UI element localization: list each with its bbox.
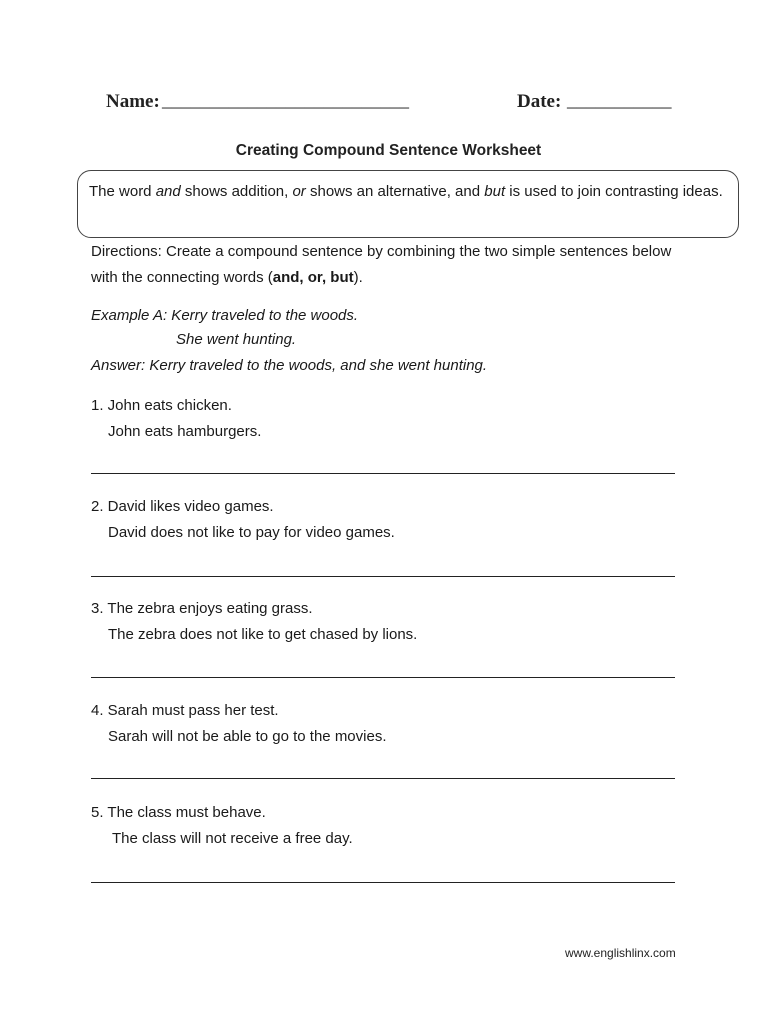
example-answer: Answer: Kerry traveled to the woods, and she went hunting.	[91, 357, 488, 374]
connecting-words: and, or, but	[272, 269, 354, 286]
date-label: Date:	[517, 91, 562, 112]
name-label: Name:	[106, 91, 160, 112]
directions: Directions: Create a compound sentence by combining the two simple sentences below with the connecting words (and, or, but).	[91, 243, 672, 286]
example-line-2: She went hunting.	[176, 331, 297, 348]
question-1-line-1: 1. John eats chicken.	[91, 397, 232, 414]
answer-line-4[interactable]	[91, 778, 675, 779]
page-title: Creating Compound Sentence Worksheet	[235, 142, 542, 159]
footer-url[interactable]: www.englishlinx.com	[565, 946, 676, 960]
question-3-line-2: The zebra does not like to get chased by lions.	[108, 626, 418, 643]
answer-line-3[interactable]	[91, 677, 675, 678]
question-5-line-2: The class will not receive a free day.	[112, 830, 353, 847]
question-5-line-1: 5. The class must behave.	[91, 804, 266, 821]
answer-line-5[interactable]	[91, 882, 675, 883]
question-4-line-2: Sarah will not be able to go to the movies.	[108, 728, 387, 745]
question-4-line-1: 4. Sarah must pass her test.	[91, 702, 279, 719]
question-2-line-2: David does not like to pay for video games.	[108, 524, 395, 541]
question-2-line-1: 2. David likes video games.	[91, 498, 274, 515]
question-3-line-1: 3. The zebra enjoys eating grass.	[91, 600, 313, 617]
question-1-line-2: John eats hamburgers.	[108, 423, 262, 440]
info-box-text: The word and shows addition, or shows an alternative, and but is used to join contrasting ideas.	[89, 183, 723, 200]
word-and: and	[155, 183, 181, 200]
name-blank[interactable]: __________________________	[162, 90, 409, 111]
example-line-1: Example A: Kerry traveled to the woods.	[91, 307, 359, 324]
answer-line-2[interactable]	[91, 576, 675, 577]
word-or: or	[292, 183, 306, 200]
date-blank[interactable]: ___________	[567, 90, 672, 111]
word-but: but	[484, 183, 506, 200]
answer-line-1[interactable]	[91, 473, 675, 474]
